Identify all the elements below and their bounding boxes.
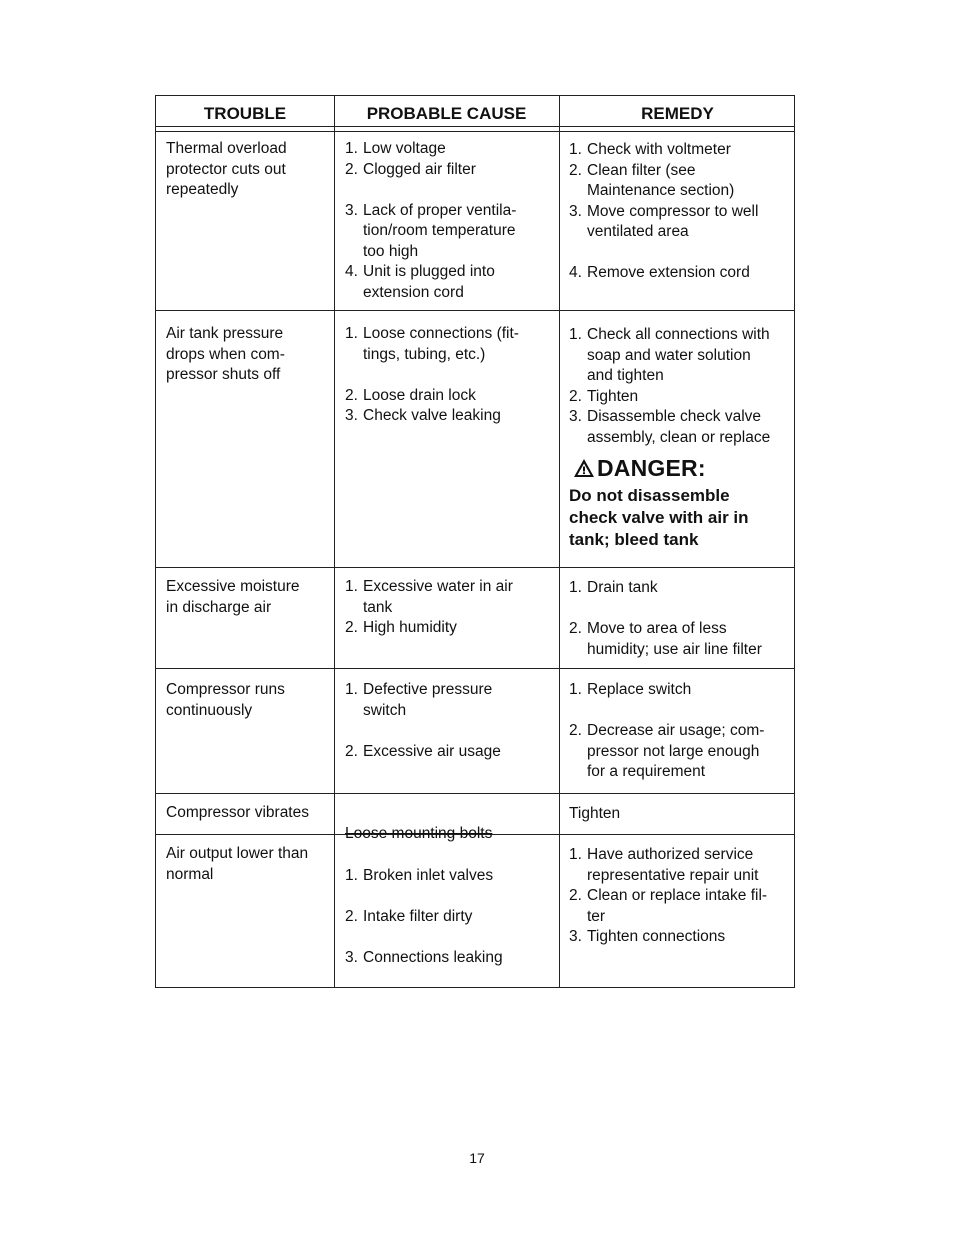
row-divider [156, 567, 794, 568]
item-number: 2. [345, 742, 358, 760]
item-text-line: Check all connections with [587, 326, 770, 343]
list-spacer [345, 845, 555, 866]
remedy-cell [569, 845, 794, 948]
item-number: 1. [345, 140, 358, 157]
troubleshooting-table [155, 95, 795, 988]
list-item [569, 161, 794, 202]
item-number: 3. [569, 408, 582, 425]
cause-cell [345, 139, 555, 303]
remedy-cell [569, 325, 794, 551]
item-number: 2. [345, 386, 358, 404]
remedy-cell [569, 804, 794, 825]
list-item [345, 160, 555, 181]
list-item [345, 201, 555, 263]
item-text-line: representative repair unit [587, 866, 759, 884]
item-number: 1. [569, 681, 582, 698]
item-text-line: Broken inlet valves [363, 866, 494, 884]
item-text-line: Excessive water in air [363, 578, 513, 595]
item-number: 3. [569, 928, 582, 945]
danger-text [569, 485, 794, 551]
item-text-line: Excessive air usage [363, 742, 501, 760]
list-spacer [569, 599, 794, 620]
item-number: 4. [345, 263, 358, 280]
list-item [569, 619, 794, 660]
trouble-cell [166, 324, 328, 386]
list-item [345, 948, 555, 969]
item-text-line: pressor not large enough [587, 742, 760, 760]
list-item [345, 907, 555, 928]
item-text-line: for a requirement [587, 763, 706, 780]
item-number: 3. [345, 948, 358, 966]
trouble-cell [166, 577, 328, 618]
trouble-text-line: normal [166, 865, 214, 883]
item-number: 1. [569, 141, 582, 158]
list-item [345, 618, 555, 639]
item-text-line: too high [363, 242, 419, 260]
list-item [345, 139, 555, 160]
item-text-line: extension cord [363, 283, 464, 301]
item-number: 2. [569, 387, 582, 405]
cause-cell [345, 680, 555, 762]
warning-triangle-icon [573, 458, 595, 478]
list-item [345, 680, 555, 721]
item-text-line: Have authorized service [587, 846, 754, 863]
item-text-line: Check with voltmeter [587, 141, 731, 158]
item-text-line: Unit is plugged into [363, 263, 495, 280]
item-number: 1. [569, 846, 582, 863]
list-item [569, 680, 794, 701]
list-spacer [569, 701, 794, 722]
cause-cell [345, 577, 555, 639]
header-rule [156, 126, 794, 127]
header-remedy: REMEDY [641, 104, 714, 123]
trouble-text-line: Air tank pressure [166, 325, 284, 342]
list-item [345, 386, 555, 407]
item-text-line: Tighten connections [587, 928, 726, 945]
item-number: 2. [345, 160, 358, 178]
danger-text-line: Do not disassemble [569, 485, 730, 505]
item-number: 2. [345, 619, 358, 636]
item-number: 2. [569, 722, 582, 739]
item-text-line: tank [363, 598, 393, 616]
trouble-text-line: Excessive moisture [166, 578, 300, 595]
danger-text-line: tank; bleed tank [569, 529, 699, 549]
item-text-line: Intake filter dirty [363, 907, 473, 925]
trouble-text-line: in discharge air [166, 598, 272, 616]
danger-heading [573, 455, 794, 481]
cause-cell [345, 824, 555, 845]
item-number: 1. [345, 681, 358, 698]
trouble-text-line: Thermal overload [166, 140, 287, 157]
item-number: 4. [569, 264, 582, 281]
item-number: 2. [569, 887, 582, 904]
list-item [345, 866, 555, 887]
item-text-line: soap and water solution [587, 346, 751, 364]
item-text-line: Lack of proper ventila- [363, 201, 517, 219]
item-text-line: Replace switch [587, 681, 692, 698]
trouble-cell [166, 680, 328, 721]
danger-title: DANGER: [597, 455, 706, 481]
list-item [569, 886, 794, 927]
header-trouble: TROUBLE [203, 104, 287, 123]
item-number: 2. [569, 161, 582, 179]
danger-text-line: check valve with air in [569, 507, 749, 527]
header-rule [156, 131, 794, 132]
remedy-cell [569, 578, 794, 660]
list-spacer [345, 365, 555, 386]
item-text-line: Clean filter (see [587, 161, 696, 179]
item-text-line: Maintenance section) [587, 182, 735, 199]
list-spacer [345, 721, 555, 742]
item-number: 1. [569, 579, 582, 596]
list-item [569, 927, 794, 948]
trouble-text-line: pressor shuts off [166, 366, 281, 383]
list-item [345, 577, 555, 618]
trouble-text-line: drops when com- [166, 345, 285, 363]
item-text-line: High humidity [363, 619, 457, 636]
list-spacer [569, 243, 794, 264]
list-item [569, 387, 794, 408]
list-item [345, 324, 555, 365]
item-text-line: ter [587, 907, 606, 925]
item-number: 2. [569, 620, 582, 637]
item-number: 2. [345, 907, 358, 925]
item-number: 1. [345, 325, 358, 342]
list-spacer [345, 180, 555, 201]
list-item [569, 578, 794, 599]
page-number: 17 [469, 1150, 485, 1166]
trouble-text-line: repeatedly [166, 181, 239, 198]
item-text-line: Disassemble check valve [587, 408, 762, 425]
item-text-line: Move compressor to well [587, 202, 759, 220]
item-text-line: and tighten [587, 367, 664, 384]
list-item [569, 202, 794, 243]
remedy-cell [569, 680, 794, 783]
trouble-text-line: Compressor runs [166, 681, 285, 698]
item-text-line: Connections leaking [363, 948, 503, 966]
item-text-line: Drain tank [587, 579, 658, 596]
list-item [569, 845, 794, 886]
item-text-line: Loose drain lock [363, 386, 476, 404]
item-number: 3. [345, 407, 358, 424]
list-item [345, 742, 555, 763]
row-divider [156, 668, 794, 669]
item-text-line: Decrease air usage; com- [587, 722, 765, 739]
list-item [345, 406, 555, 427]
trouble-cell [166, 844, 328, 885]
column-divider [334, 96, 335, 987]
item-text-line: tings, tubing, etc.) [363, 345, 486, 363]
cause-text: Loose mounting bolts [345, 825, 493, 842]
item-text-line: Defective pressure [363, 681, 493, 698]
row-divider [156, 310, 794, 311]
trouble-text-line: Compressor vibrates [166, 804, 309, 821]
item-text-line: Tighten [587, 387, 639, 405]
item-text-line: Loose connections (fit- [363, 325, 519, 342]
cause-cell [345, 324, 555, 427]
trouble-cell [166, 139, 328, 201]
list-item [569, 263, 794, 284]
trouble-text-line: protector cuts out [166, 160, 286, 178]
list-item [569, 407, 794, 448]
remedy-cell [569, 140, 794, 284]
item-text-line: Clogged air filter [363, 160, 476, 178]
item-text-line: assembly, clean or replace [587, 428, 771, 446]
trouble-cell [166, 803, 328, 824]
row-divider [156, 793, 794, 794]
item-text-line: switch [363, 701, 407, 719]
trouble-text-line: continuously [166, 701, 253, 719]
item-text-line: Move to area of less [587, 620, 727, 637]
remedy-text: Tighten [569, 805, 621, 822]
list-item [569, 325, 794, 387]
item-text-line: tion/room temperature [363, 222, 516, 239]
item-text-line: Low voltage [363, 140, 446, 157]
trouble-text-line: Air output lower than [166, 845, 309, 862]
cause-cell [345, 845, 555, 968]
column-divider [559, 96, 560, 987]
item-number: 1. [345, 578, 358, 595]
list-item [569, 721, 794, 783]
item-number: 3. [569, 202, 582, 220]
item-number: 1. [345, 866, 358, 884]
list-item [345, 262, 555, 303]
item-text-line: Check valve leaking [363, 407, 501, 424]
item-number: 3. [345, 201, 358, 219]
list-spacer [345, 927, 555, 948]
header-probable-cause: PROBABLE CAUSE [366, 104, 527, 123]
item-number: 1. [569, 326, 582, 343]
item-text-line: Clean or replace intake fil- [587, 887, 768, 904]
list-spacer [345, 886, 555, 907]
item-text-line: Remove extension cord [587, 264, 750, 281]
item-text-line: ventilated area [587, 223, 689, 240]
list-item [569, 140, 794, 161]
item-text-line: humidity; use air line filter [587, 640, 762, 658]
